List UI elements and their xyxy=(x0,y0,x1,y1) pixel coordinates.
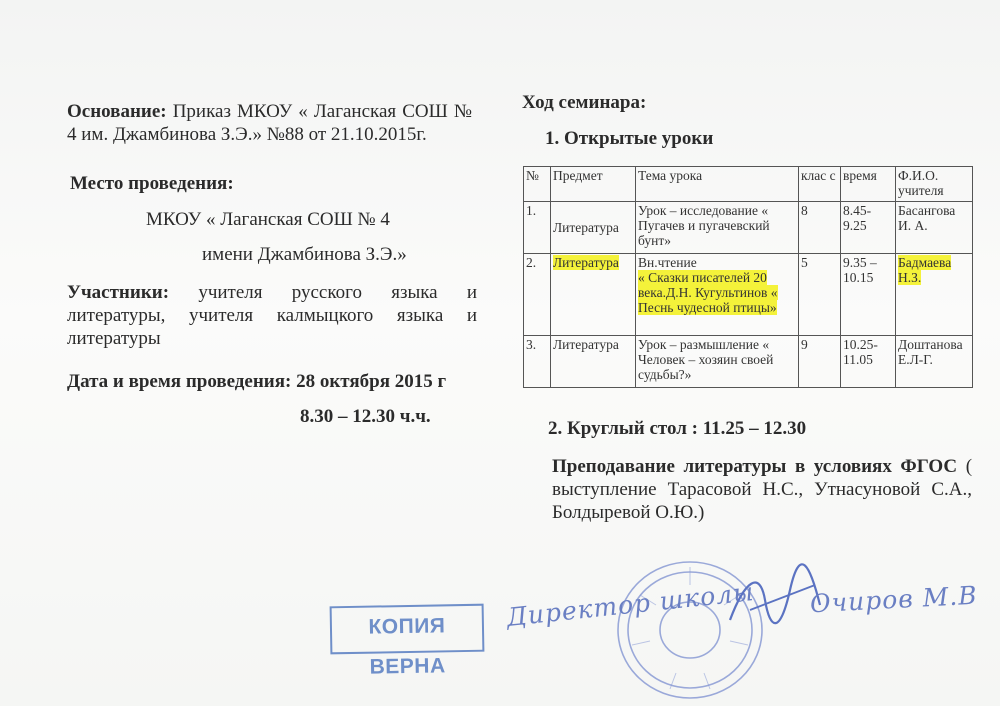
header-subject: Предмет xyxy=(551,167,636,202)
row1-time: 8.45- 9.25 xyxy=(841,202,896,254)
participants-line1: учителя русского языка и xyxy=(198,282,478,303)
table-header-row xyxy=(524,167,973,202)
roundtable-title: Преподавание литературы в условиях ФГОС xyxy=(552,456,958,477)
row2-teacher-cell xyxy=(896,254,973,336)
row1-teacher: Басангова И. А. xyxy=(896,202,973,254)
header-topic: Тема урока xyxy=(636,167,799,202)
header-teacher: Ф.И.О. учителя xyxy=(896,167,973,202)
roundtable-block xyxy=(552,455,972,524)
row1-class: 8 xyxy=(799,202,841,254)
copy-verified-stamp: КОПИЯ ВЕРНА xyxy=(330,604,485,655)
venue-label: Место проведения: xyxy=(70,173,234,194)
row2-subject-cell xyxy=(551,254,636,336)
row2-teacher: Бадмаева Н.З. xyxy=(898,255,952,285)
table-row xyxy=(524,202,973,254)
venue-line1: МКОУ « Лаганская СОШ № 4 xyxy=(146,209,390,230)
row2-class: 5 xyxy=(799,254,841,336)
header-class: клас с xyxy=(799,167,841,202)
row3-subject: Литература xyxy=(551,336,636,388)
participants-line2: литературы, учителя калмыцкого языка и xyxy=(67,305,477,326)
header-num: № xyxy=(524,167,551,202)
venue-line2: имени Джамбинова З.Э.» xyxy=(202,244,407,265)
header-time: время xyxy=(841,167,896,202)
basis-block xyxy=(67,100,472,146)
row3-time: 10.25- 11.05 xyxy=(841,336,896,388)
row1-subject: Литература xyxy=(551,202,636,254)
row3-num: 3. xyxy=(524,336,551,388)
basis-label: Основание: xyxy=(67,101,167,122)
participants-line3: литературы xyxy=(67,328,161,349)
basis-line2: 4 им. Джамбинова З.Э.» №88 от 21.10.2015г. xyxy=(67,124,427,145)
table-row xyxy=(524,336,973,388)
row3-class: 9 xyxy=(799,336,841,388)
section1-heading: 1. Открытые уроки xyxy=(545,128,714,149)
datetime-time: 8.30 – 12.30 ч.ч. xyxy=(300,406,431,427)
row2-topic-prefix: Вн.чтение xyxy=(638,255,697,270)
section2-heading: 2. Круглый стол : 11.25 – 12.30 xyxy=(548,418,807,439)
participants-label: Участники: xyxy=(67,282,170,303)
row2-time: 9.35 – 10.15 xyxy=(841,254,896,336)
row3-teacher: Доштанова Е.Л-Г. xyxy=(896,336,973,388)
roundtable-speakers: ( выступление Тарасовой Н.С., Утнасуновой С.А., Болдыревой О.Ю.) xyxy=(552,456,973,523)
director-handwritten-label: Директор школы xyxy=(505,577,756,632)
table-row xyxy=(524,254,973,336)
lessons-table xyxy=(523,166,973,388)
row2-topic: « Сказки писателей 20 века.Д.Н. Кугультинов « Песнь чудесной птицы» xyxy=(638,270,778,315)
row2-num: 2. xyxy=(524,254,551,336)
signature-name: Очиров М.В xyxy=(809,580,979,619)
row2-topic-cell xyxy=(636,254,799,336)
row2-subject: Литература xyxy=(553,255,619,270)
seminar-heading: Ход семинара: xyxy=(522,92,647,113)
row1-num: 1. xyxy=(524,202,551,254)
row3-topic: Урок – размышление « Человек – хозяин своей судьбы?» xyxy=(636,336,799,388)
row1-topic: Урок – исследование « Пугачев и пугачевский бунт» xyxy=(636,202,799,254)
participants-block xyxy=(67,281,477,350)
basis-line1: Приказ МКОУ « Лаганская СОШ № xyxy=(172,101,472,122)
datetime-label: Дата и время проведения: 28 октября 2015 г xyxy=(67,371,447,392)
